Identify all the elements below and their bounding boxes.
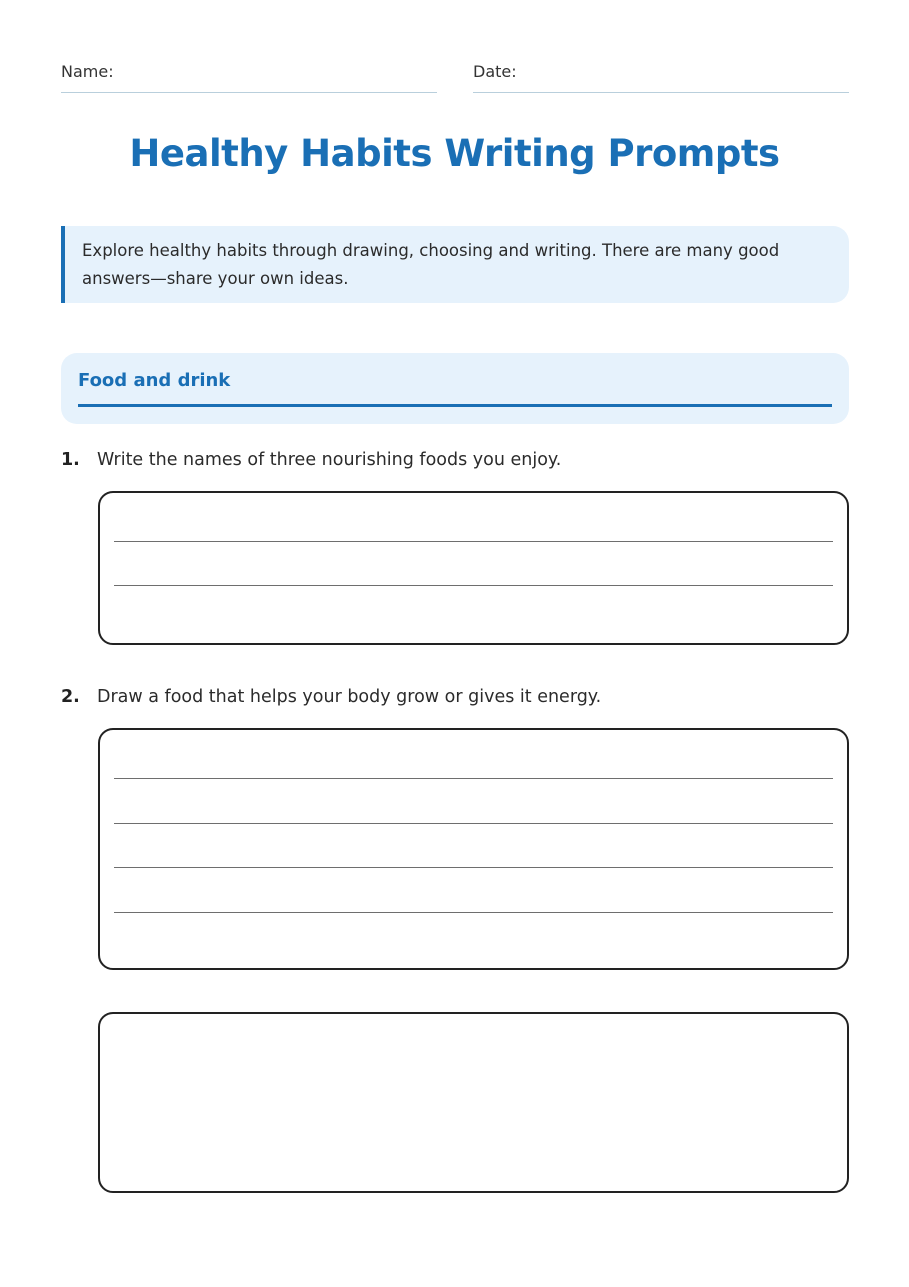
question-text: Write the names of three nourishing foods you enjoy. (97, 450, 562, 470)
section-header (61, 353, 849, 424)
intro-callout: Explore healthy habits through drawing, choosing and writing. There are many good answers—share your own ideas. (61, 226, 849, 303)
name-label: Name: (61, 62, 114, 81)
writing-line (114, 541, 833, 542)
section-divider (78, 404, 832, 407)
question-text: Draw a food that helps your body grow or gives it energy. (97, 687, 602, 707)
question-number: 1. (61, 450, 80, 470)
writing-line (114, 867, 833, 868)
writing-line (114, 912, 833, 913)
writing-line (114, 823, 833, 824)
question-1 (61, 450, 561, 470)
writing-line (114, 778, 833, 779)
date-label: Date: (473, 62, 517, 81)
writing-line (114, 585, 833, 586)
answer-box-2[interactable] (98, 728, 849, 970)
page-title: Healthy Habits Writing Prompts (129, 132, 780, 175)
name-field[interactable] (61, 62, 437, 93)
date-field[interactable] (473, 62, 849, 93)
question-2 (61, 687, 601, 707)
answer-box-1[interactable] (98, 491, 849, 645)
drawing-box[interactable] (98, 1012, 849, 1193)
section-title: Food and drink (78, 370, 231, 391)
question-number: 2. (61, 687, 80, 707)
